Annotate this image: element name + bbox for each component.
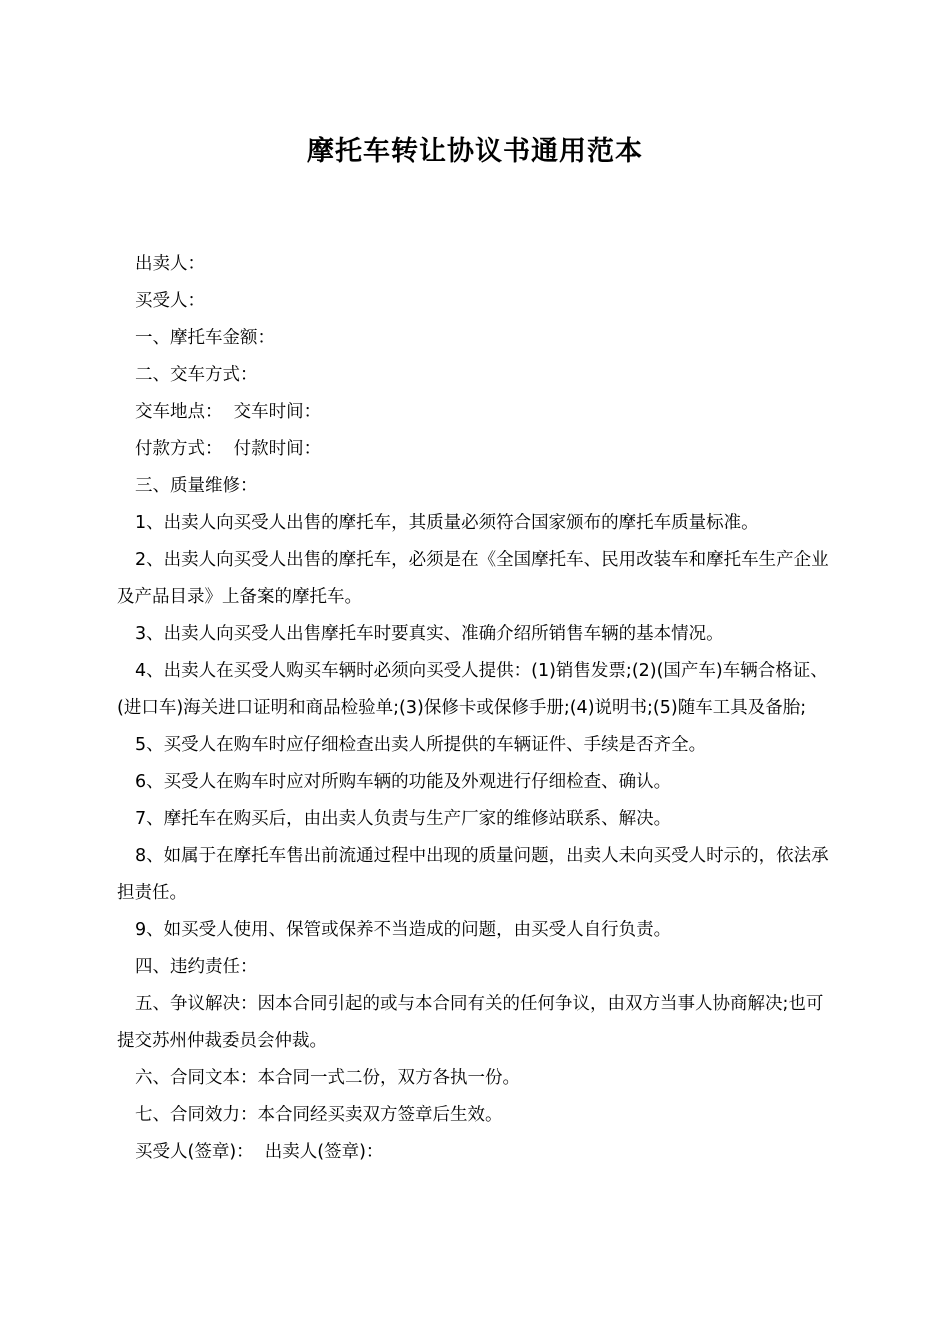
section-amount: 一、摩托车金额： xyxy=(135,328,275,348)
document-title: 摩托车转让协议书通用范本 xyxy=(307,136,643,167)
section-copies: 六、合同文本：本合同一式二份，双方各执一份。 xyxy=(135,1068,520,1088)
clause-4: 4、出卖人在买受人购买车辆时必须向买受人提供：(1)销售发票;(2)(国产车)车辆合格证、(进口车)海关进口证明和商品检验单;(3)保修卡或保修手册;(4)说明书;(5)随车工具及备胎; xyxy=(117,661,828,718)
signature-line: 买受人(签章)： 出卖人(签章)： xyxy=(135,1142,384,1162)
payment-method-time: 付款方式： 付款时间： xyxy=(135,439,322,459)
clause-2: 2、出卖人向买受人出售的摩托车，必须是在《全国摩托车、民用改装车和摩托车生产企业及产品目录》上备案的摩托车。 xyxy=(117,550,829,607)
buyer-line: 买受人： xyxy=(135,291,205,311)
document-body xyxy=(117,246,837,1171)
section-dispute: 五、争议解决：因本合同引起的或与本合同有关的任何争议，由双方当事人协商解决;也可提交苏州仲裁委员会仲裁。 xyxy=(117,994,824,1051)
clause-3: 3、出卖人向买受人出售摩托车时要真实、准确介绍所销售车辆的基本情况。 xyxy=(135,624,724,644)
seller-line: 出卖人： xyxy=(135,254,205,274)
clause-5: 5、买受人在购车时应仔细检查出卖人所提供的车辆证件、手续是否齐全。 xyxy=(135,735,707,755)
section-effect: 七、合同效力：本合同经买卖双方签章后生效。 xyxy=(135,1105,503,1125)
section-liability: 四、违约责任： xyxy=(135,957,258,977)
clause-9: 9、如买受人使用、保管或保养不当造成的问题，由买受人自行负责。 xyxy=(135,920,672,940)
clause-7: 7、摩托车在购买后，由出卖人负责与生产厂家的维修站联系、解决。 xyxy=(135,809,672,829)
section-delivery: 二、交车方式： xyxy=(135,365,258,385)
clause-8: 8、如属于在摩托车售出前流通过程中出现的质量问题，出卖人未向买受人时示的，依法承担责任。 xyxy=(117,846,829,903)
delivery-place-time: 交车地点： 交车时间： xyxy=(135,402,322,422)
section-quality: 三、质量维修： xyxy=(135,476,258,496)
clause-1: 1、出卖人向买受人出售的摩托车，其质量必须符合国家颁布的摩托车质量标准。 xyxy=(135,513,759,533)
clause-6: 6、买受人在购车时应对所购车辆的功能及外观进行仔细检查、确认。 xyxy=(135,772,672,792)
